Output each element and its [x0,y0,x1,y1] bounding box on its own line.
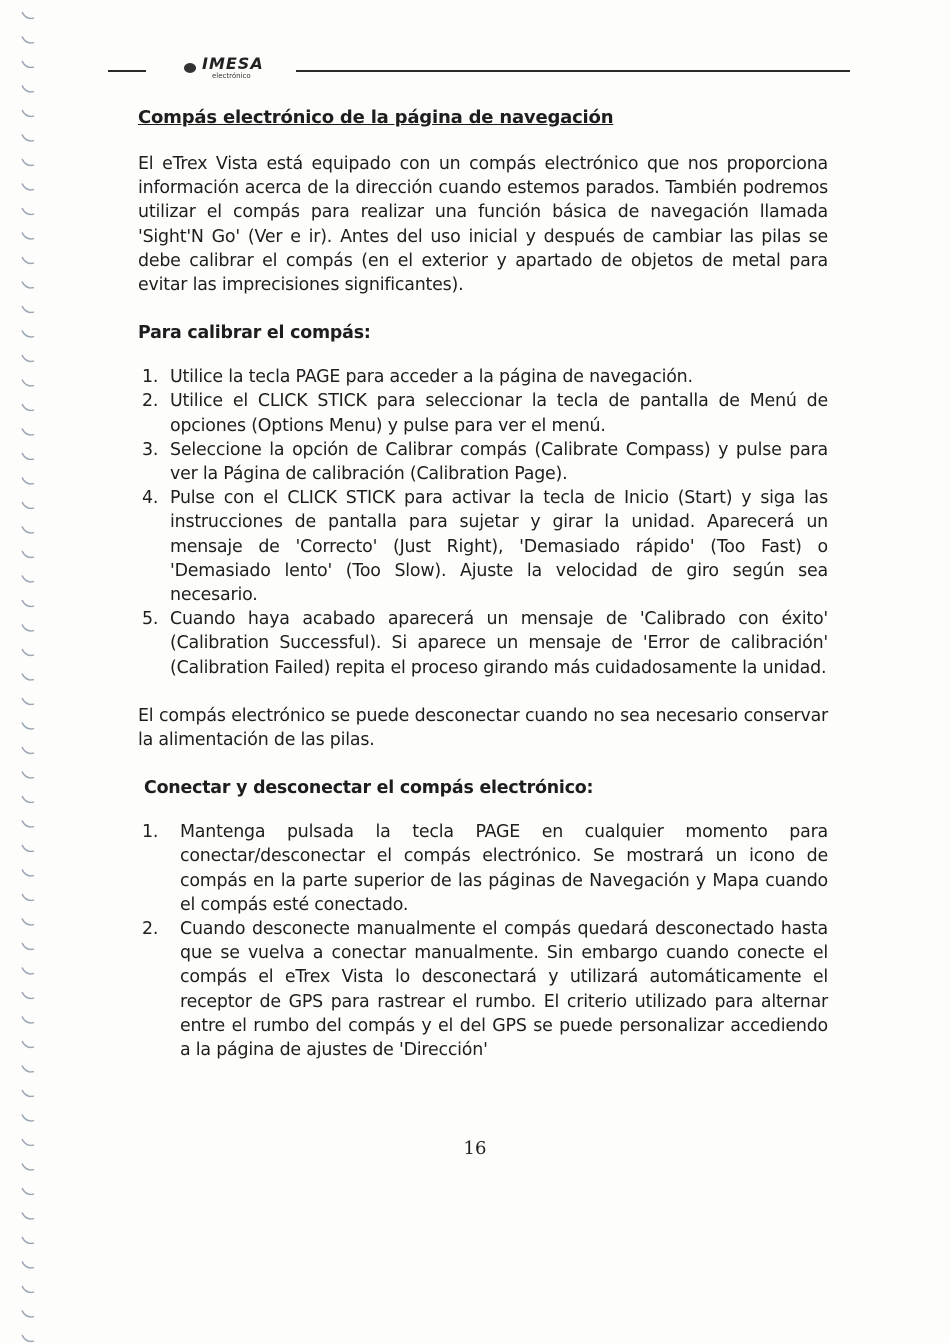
spiral-hole [22,1311,34,1317]
toggle-steps [138,820,828,1062]
spiral-hole [22,208,34,214]
spiral-hole [22,1090,34,1096]
spiral-hole [22,821,34,827]
list-item: 1. Mantenga pulsada la tecla PAGE en cualquier momento para conectar/desconectar el compás electrónico. Se mostrará un icono de compás en la parte superior de las páginas de Navegación y Mapa cuando el compás esté conectado. [142,822,828,915]
spiral-hole [22,551,34,557]
spiral-hole [22,723,34,729]
spiral-hole [22,61,34,67]
logo-wordmark: IMESA [202,54,264,73]
spiral-hole [22,1188,34,1194]
spiral-hole [22,478,34,484]
spiral-hole [22,453,34,459]
spiral-hole [22,331,34,337]
spiral-hole [22,306,34,312]
spiral-hole [22,12,34,18]
company-logo [146,52,296,80]
spiral-hole [22,110,34,116]
spiral-hole [22,429,34,435]
list-item: 2. Cuando desconecte manualmente el compás quedará desconectado hasta que se vuelva a conectar manualmente. Sin embargo cuando conecte el compás el eTrex Vista lo desconectará y utilizará automáticamente el receptor de GPS para rastrear el rumbo. El criterio utilizado para alternar entre el rumbo del compás y el del GPS se puede personalizar accediendo a la página de ajustes de 'Dirección' [142,919,828,1061]
spiral-hole [22,968,34,974]
spiral-hole [22,674,34,680]
spiral-hole [22,1041,34,1047]
list-item: 3. Seleccione la opción de Calibrar compás (Calibrate Compass) y pulse para ver la Página de calibración (Calibration Page). [142,439,828,485]
spiral-hole [22,1066,34,1072]
spiral-hole [22,159,34,165]
spiral-hole [22,1017,34,1023]
toggle-heading: Conectar y desconectar el compás electrónico: [144,778,594,799]
spiral-hole [22,1164,34,1170]
section-title: Compás electrónico de la página de navegación [138,107,614,128]
list-item: 5. Cuando haya acabado aparecerá un mensaje de 'Calibrado con éxito' (Calibration Successful). Si aparece un mensaje de 'Error de calibración' (Calibration Failed) repita el proceso girando más cuidadosamente la unidad. [142,609,828,678]
spiral-hole [22,1335,34,1341]
spiral-hole [22,1213,34,1219]
spiral-hole [22,527,34,533]
spiral-hole [22,919,34,925]
spiral-hole [22,380,34,386]
page-number: 16 [463,1138,487,1159]
spiral-hole [22,37,34,43]
list-item: 1. Utilice la tecla PAGE para acceder a la página de navegación. [142,367,693,388]
disable-note: El compás electrónico se puede desconectar cuando no sea necesario conservar la alimentación de las pilas. [138,705,828,751]
spiral-hole [22,943,34,949]
spiral-hole [22,870,34,876]
spiral-hole [22,1262,34,1268]
spiral-hole [22,649,34,655]
spiral-hole [22,502,34,508]
spiral-hole [22,86,34,92]
page-content [138,100,828,1086]
spiral-hole [22,135,34,141]
spiral-hole [22,282,34,288]
spiral-hole [22,184,34,190]
calibrate-steps [138,365,828,680]
spiral-hole [22,845,34,851]
spiral-hole [22,772,34,778]
spiral-hole [22,992,34,998]
spiral-hole [22,1237,34,1243]
intro-paragraph: El eTrex Vista está equipado con un compás electrónico que nos proporciona información acerca de la dirección cuando estemos parados. También podremos utilizar el compás para realizar una función básica de navegación llamada 'Sight'N Go' (Ver e ir). Antes del uso inicial y después de cambiar las pilas se debe calibrar el compás (en el exterior y apartado de objetos de metal para evitar las imprecisiones significantes). [138,154,828,296]
spiral-hole [22,355,34,361]
list-item: 4. Pulse con el CLICK STICK para activar la tecla de Inicio (Start) y siga las instrucciones de pantalla para sujetar y girar la unidad. Aparecerá un mensaje de 'Correcto' (Just Right), 'Demasiado rápido' (Too Fast) o 'Demasiado lento' (Too Slow). Ajuste la velocidad de giro según sea necesario. [142,488,828,606]
spiral-hole [22,796,34,802]
calibrate-heading: Para calibrar el compás: [138,323,371,344]
spiral-hole [22,625,34,631]
spiral-hole [22,257,34,263]
spiral-hole [22,404,34,410]
spiral-hole [22,576,34,582]
spiral-hole [22,600,34,606]
spiral-hole [22,1115,34,1121]
spiral-hole [22,233,34,239]
spiral-hole [22,894,34,900]
spiral-hole [22,747,34,753]
logo-subtext: electrónico [212,72,251,80]
page-header [108,52,850,82]
spiral-hole [22,1286,34,1292]
spiral-hole [22,698,34,704]
list-item: 2. Utilice el CLICK STICK para seleccionar la tecla de pantalla de Menú de opciones (Options Menu) y pulse para ver el menú. [142,391,828,436]
